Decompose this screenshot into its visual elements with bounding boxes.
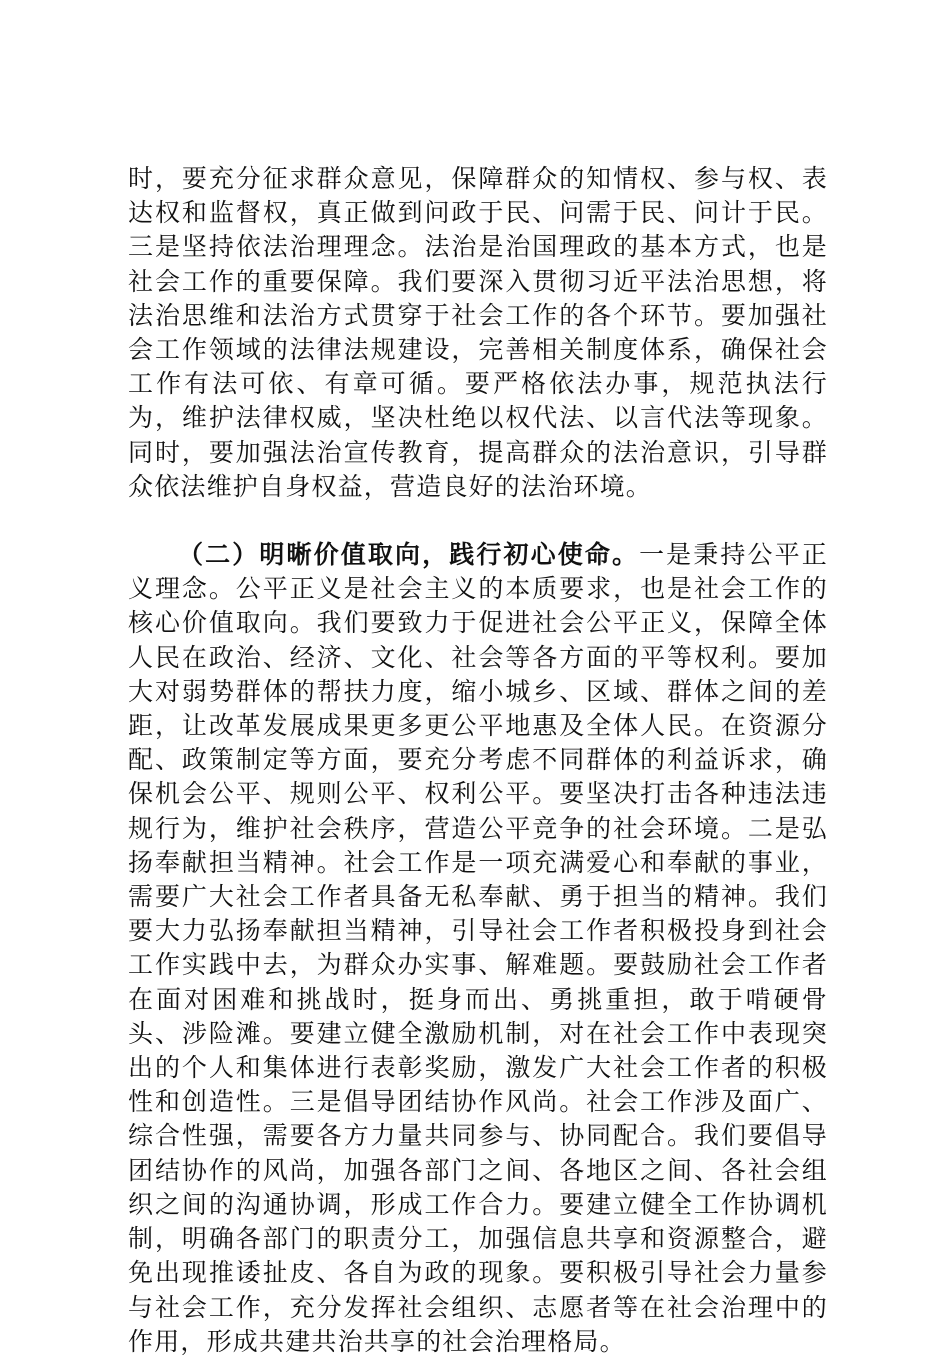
section-heading: （二）明晰价值取向，践行初心使命。 (178, 540, 640, 570)
paragraph-text: 时，要充分征求群众意见，保障群众的知情权、参与权、表达权和监督权，真正做到问政于民、问需于民、问计于民。三是坚持依法治理理念。法治是治国理政的基本方式，也是社会工作的重要保障。我们要深入贯彻习近平法治思想，将法治思维和法治方式贯穿于社会工作的各个环节。要加强社会工作领域的法律法规建设，完善相关制度体系，确保社会工作有法可依、有章可循。要严格依法办事，规范执法行为，维护法律权威，坚决杜绝以权代法、以言代法等现象。同时，要加强法治宣传教育，提高群众的法治意识，引导群众依法维护自身权益，营造良好的法治环境。 (128, 164, 828, 501)
paragraph-section-2 (128, 538, 828, 1359)
document-body (128, 162, 828, 1359)
paragraph-continued (128, 162, 828, 504)
paragraph-text: 一是秉持公平正义理念。公平正义是社会主义的本质要求，也是社会工作的核心价值取向。我们要致力于促进社会公平正义，保障全体人民在政治、经济、文化、社会等各方面的平等权利。要加大对弱势群体的帮扶力度，缩小城乡、区域、群体之间的差距，让改革发展成果更多更公平地惠及全体人民。在资源分配、政策制定等方面，要充分考虑不同群体的利益诉求，确保机会公平、规则公平、权利公平。要坚决打击各种违法违规行为，维护社会秩序，营造公平竞争的社会环境。二是弘扬奉献担当精神。社会工作是一项充满爱心和奉献的事业，需要广大社会工作者具备无私奉献、勇于担当的精神。我们要大力弘扬奉献担当精神，引导社会工作者积极投身到社会工作实践中去，为群众办实事、解难题。要鼓励社会工作者在面对困难和挑战时，挺身而出、勇挑重担，敢于啃硬骨头、涉险滩。要建立健全激励机制，对在社会工作中表现突出的个人和集体进行表彰奖励，激发广大社会工作者的积极性和创造性。三是倡导团结协作风尚。社会工作涉及面广、综合性强，需要各方力量共同参与、协同配合。我们要倡导团结协作的风尚，加强各部门之间、各地区之间、各社会组织之间的沟通协调，形成工作合力。要建立健全工作协调机制，明确各部门的职责分工，加强信息共享和资源整合，避免出现推诿扯皮、各自为政的现象。要积极引导社会力量参与社会工作，充分发挥社会组织、志愿者等在社会治理中的作用，形成共建共治共享的社会治理格局。 (128, 540, 828, 1356)
